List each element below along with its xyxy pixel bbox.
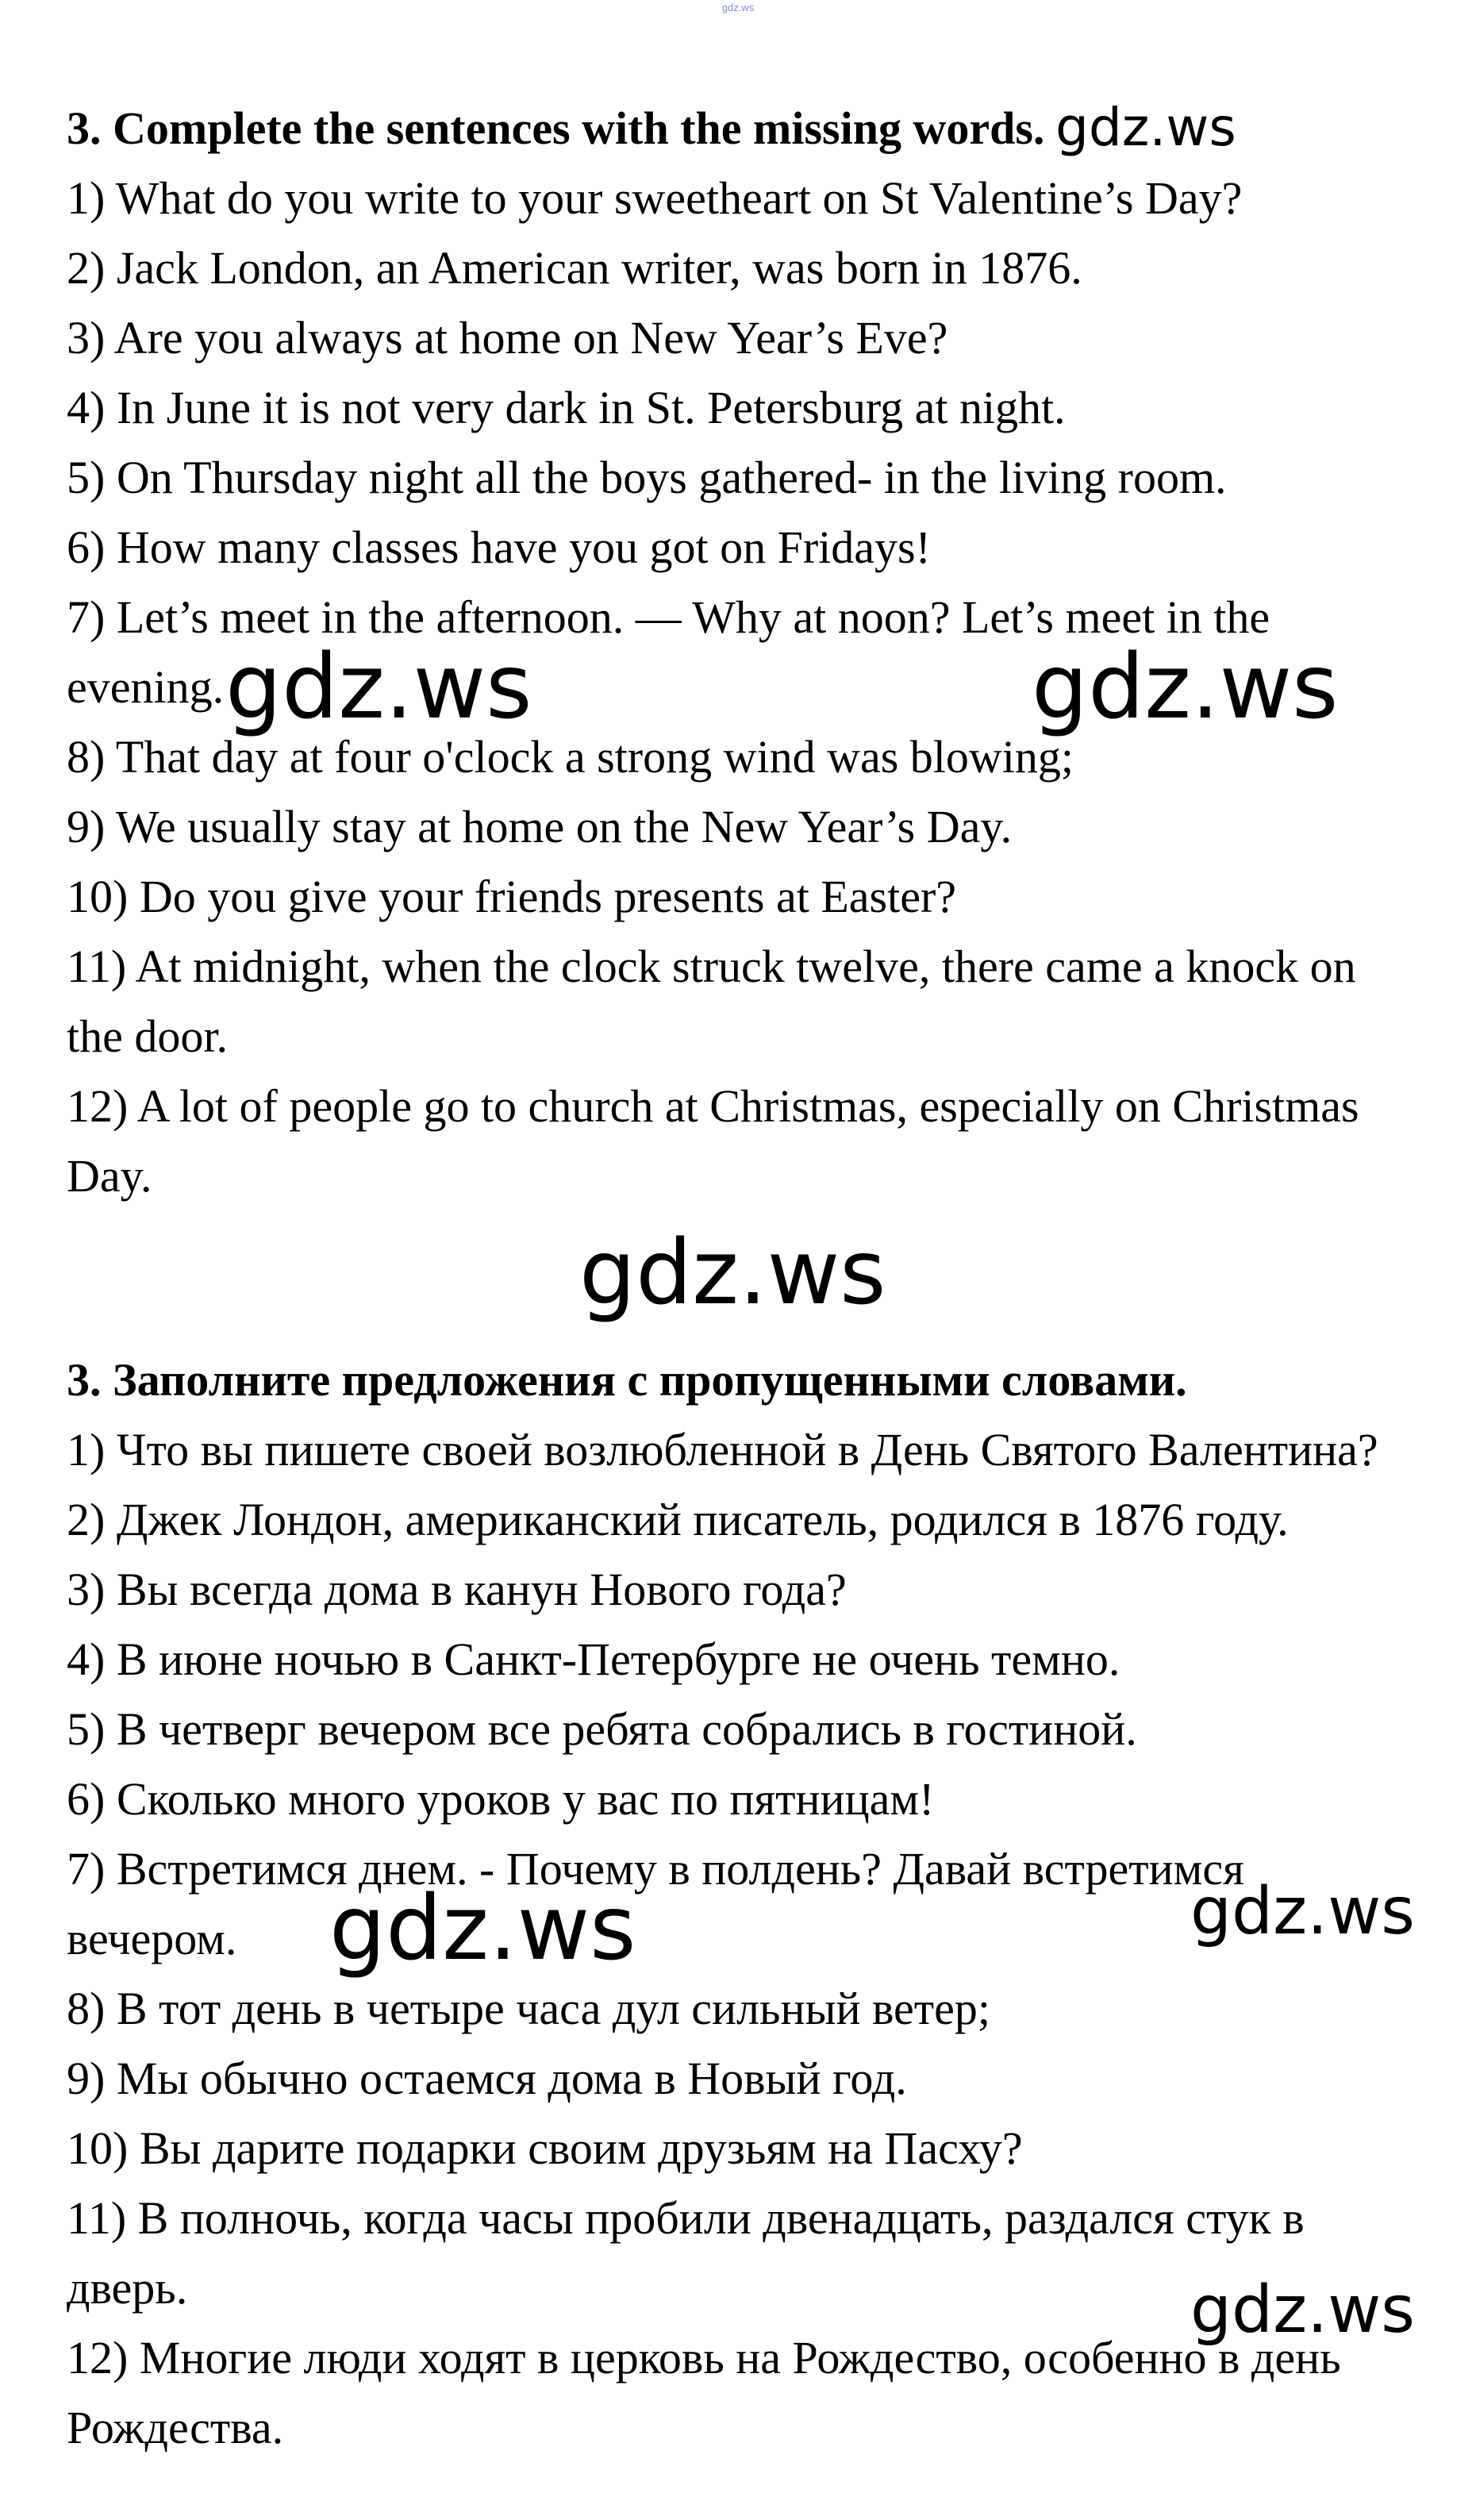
english-line-15: Day. bbox=[67, 1150, 152, 1202]
english-line-2: 2) Jack London, an American writer, was born in 1876. bbox=[67, 242, 1082, 294]
russian-line-5: 5) В четверг вечером все ребята собрались в гостиной. bbox=[67, 1703, 1137, 1755]
russian-line-10: 9) Мы обычно остаемся дома в Новый год. bbox=[67, 2053, 907, 2104]
english-line-5: 5) On Thursday night all the boys gathered- in the living room. bbox=[67, 452, 1227, 503]
russian-line-2: 2) Джек Лондон, американский писатель, родился в 1876 году. bbox=[67, 1494, 1289, 1545]
english-heading: 3. Complete the sentences with the missing words. bbox=[67, 102, 1045, 154]
watermark: gdz.ws bbox=[329, 1877, 636, 1980]
english-line-13: the door. bbox=[67, 1010, 228, 1062]
watermark: gdz.ws bbox=[1190, 2272, 1415, 2348]
russian-line-14: 12) Многие люди ходят в церковь на Рождество, особенно в день bbox=[67, 2332, 1341, 2383]
russian-line-13: дверь. bbox=[67, 2262, 188, 2314]
russian-line-15: Рождества. bbox=[67, 2402, 284, 2453]
russian-heading: 3. Заполните предложения с пропущенными словами. bbox=[67, 1354, 1187, 1406]
russian-line-4: 4) В июне ночью в Санкт-Петербурге не очень темно. bbox=[67, 1633, 1120, 1685]
english-line-12: 11) At midnight, when the clock struck twelve, there came a knock on bbox=[67, 941, 1356, 992]
top-watermark: gdz.ws bbox=[721, 2, 755, 13]
english-line-14: 12) A lot of people go to church at Christmas, especially on Christmas bbox=[67, 1080, 1359, 1132]
watermark: gdz.ws bbox=[1032, 636, 1339, 739]
russian-line-3: 3) Вы всегда дома в канун Нового года? bbox=[67, 1564, 847, 1615]
english-line-7: 7) Let’s meet in the afternoon. — Why at noon? Let’s meet in the bbox=[67, 591, 1270, 643]
english-line-10: 9) We usually stay at home on the New Year’s Day. bbox=[67, 801, 1013, 852]
russian-line-11: 10) Вы дарите подарки своим друзьям на Пасху? bbox=[67, 2122, 1023, 2174]
english-line-4: 4) In June it is not very dark in St. Petersburg at night. bbox=[67, 382, 1066, 433]
russian-line-7: 7) Встретимся днем. - Почему в полдень? Давай встретимся bbox=[67, 1843, 1244, 1895]
russian-line-9: 8) В тот день в четыре часа дул сильный ветер; bbox=[67, 1983, 990, 2034]
english-line-1: 1) What do you write to your sweetheart on St Valentine’s Day? bbox=[67, 172, 1243, 224]
watermark: gdz.ws bbox=[1190, 1874, 1415, 1949]
russian-line-6: 6) Сколько много уроков у вас по пятницам! bbox=[67, 1773, 935, 1825]
russian-line-1: 1) Что вы пишете своей возлюбленной в День Святого Валентина? bbox=[67, 1424, 1378, 1475]
english-line-9: 8) That day at four o'clock a strong wind was blowing; bbox=[67, 731, 1074, 783]
russian-line-8: вечером. bbox=[67, 1913, 237, 1964]
watermark: gdz.ws bbox=[1055, 97, 1236, 158]
english-line-3: 3) Are you always at home on New Year’s Eve? bbox=[67, 312, 948, 364]
watermark: gdz.ws bbox=[579, 1222, 886, 1325]
english-line-6: 6) How many classes have you got on Fridays! bbox=[67, 521, 931, 573]
english-line-8: evening. bbox=[67, 661, 225, 713]
english-line-11: 10) Do you give your friends presents at Easter? bbox=[67, 871, 957, 922]
russian-line-12: 11) В полночь, когда часы пробили двенадцать, раздался стук в bbox=[67, 2192, 1305, 2244]
watermark: gdz.ws bbox=[225, 636, 532, 739]
